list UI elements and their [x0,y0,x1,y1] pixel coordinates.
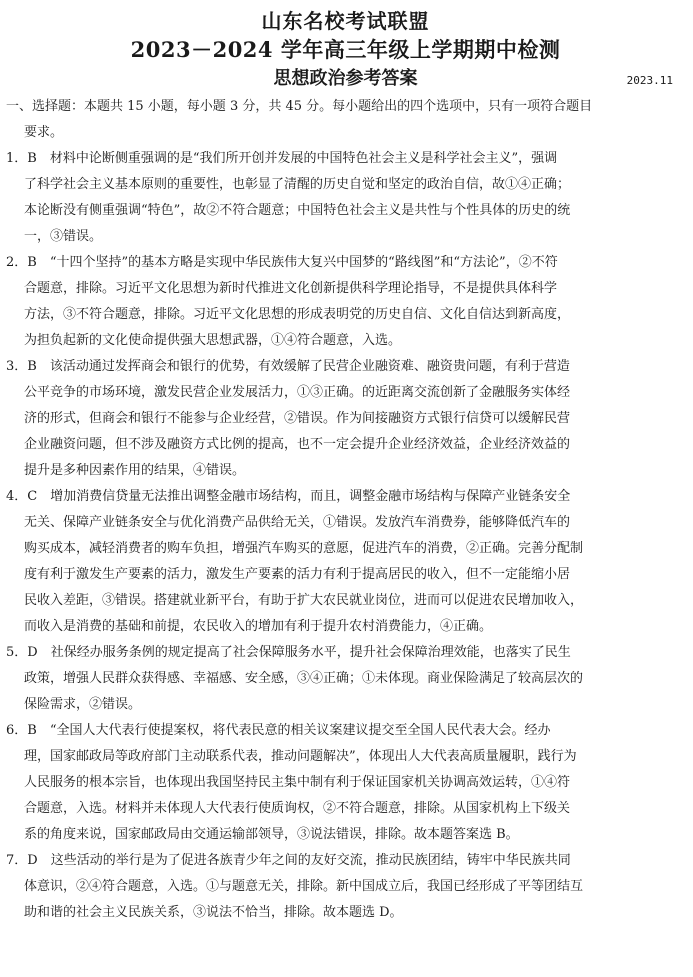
answer-line: 无关、保障产业链条安全与优化消费产品供给无关，①错误。发放汽车消费券，能够降低汽车的 [24,515,571,530]
section-1-intro-line: 一、选择题：本题共 15 小题，每小题 3 分，共 45 分。每小题给出的四个选项中，只有一项符合题目 [6,99,593,114]
answer-line: 济的形式，但商会和银行不能参与企业经营，②错误。作为间接融资方式银行信贷可以缓解民营 [24,411,571,426]
exam-title: 2023－2024 学年高三年级上学期期中检测 [130,37,561,62]
answer-line: 7．D 这些活动的举行是为了促进各族青少年之间的友好交流，推动民族团结，铸牢中华民族共同 [6,853,571,868]
answer-line: 1．B 材料中论断侧重强调的是“我们所开创并发展的中国特色社会主义是科学社会主义”，强调 [6,151,558,166]
answer-item [6,146,685,250]
answer-item [6,250,685,354]
answer-line: 一，③错误。 [24,229,103,244]
answer-line: 政策，增强人民群众获得感、幸福感、安全感，③④正确；①未体现。商业保险满足了较高层次的 [24,671,584,686]
answer-line: 本论断没有侧重强调“特色”，故②不符合题意；中国特色社会主义是共性与个性具体的历史的统 [24,203,571,218]
answer-item [6,484,685,640]
section-1-intro-line: 要求。 [24,125,64,140]
answer-line: 度有利于激发生产要素的活力，激发生产要素的活力有利于提高居民的收入，但不一定能缩小居 [24,567,571,582]
answer-line: 系的角度来说，国家邮政局由交通运输部领导，③说法错误，排除。故本题答案选 B。 [24,827,519,842]
answer-line: 保险需求，②错误。 [24,697,142,712]
answer-line: 购买成本，减轻消费者的购车负担，增强汽车购买的意愿，促进汽车的消费，②正确。完善分配制 [24,541,584,556]
answer-line: 而收入是消费的基础和前提，农民收入的增加有利于提升农村消费能力，④正确。 [24,619,493,634]
answer-line: 企业融资问题，但不涉及融资方式比例的提高，也不一定会提升企业经济效益，企业经济效益的 [24,437,571,452]
answer-line: 人民服务的根本宗旨，也体现出我国坚持民主集中制有利于保证国家机关协调高效运转，①④符 [24,775,571,790]
document-header [6,8,685,92]
answer-line: 体意识，②④符合题意，入选。①与题意无关，排除。新中国成立后，我国已经形成了平等团结互 [24,879,584,894]
answer-line: 3．B 该活动通过发挥商会和银行的优势，有效缓解了民营企业融资难、融资贵问题，有利于营造 [6,359,570,374]
answer-line: 提升是多种因素作用的结果，④错误。 [24,463,246,478]
subject-title: 思想政治参考答案 [273,68,418,89]
org-title: 山东名校考试联盟 [261,9,430,33]
answer-line: 了科学社会主义基本原则的重要性，也彰显了清醒的历史自觉和坚定的政治自信，故①④正确； [24,177,571,192]
subject-row [6,66,685,92]
answer-line: 为担负起新的文化使命提供强大思想武器，①④符合题意，入选。 [24,333,402,348]
answer-line: 助和谐的社会主义民族关系，③说法不恰当，排除。故本题选 D。 [24,905,403,920]
answer-line: 2．B “十四个坚持”的基本方略是实现中华民族伟大复兴中国梦的“路线图”和“方法论”，②不符 [6,255,558,270]
answer-list [6,146,685,926]
answer-item [6,354,685,484]
answer-line: 方法，③不符合题意，排除。习近平文化思想的形成表明党的历史自信、文化自信达到新高度， [24,307,571,322]
answer-item [6,718,685,848]
answer-line: 民收入差距，③错误。搭建就业新平台，有助于扩大农民就业岗位，进而可以促进农民增加收入， [24,593,584,608]
answer-line: 6．B “全国人大代表行使提案权，将代表民意的相关议案建议提交至全国人民代表大会。经办 [6,723,551,738]
answer-line: 理，国家邮政局等政府部门主动联系代表，推动问题解决”，体现出人大代表高质量履职，践行为 [24,749,577,764]
answer-line: 合题意，排除。习近平文化思想为新时代推进文化创新提供科学理论指导，不是提供具体科学 [24,281,558,296]
answer-line: 合题意，入选。材料并未体现人大代表行使质询权，②不符合题意，排除。从国家机构上下级关 [24,801,571,816]
answer-line: 4．C 增加消费信贷量无法推出调整金融市场结构，而且，调整金融市场结构与保障产业链条安全 [6,489,571,504]
answer-item [6,848,685,926]
section-1-intro [6,94,685,146]
answer-line: 公平竞争的市场环境，激发民营企业发展活力，①③正确。的近距离交流创新了金融服务实体经 [24,385,571,400]
answer-item [6,640,685,718]
answer-line: 5．D 社保经办服务条例的规定提高了社会保障服务水平，提升社会保障治理效能，也落实了民生 [6,645,571,660]
exam-date: 2023.11 [626,74,673,87]
